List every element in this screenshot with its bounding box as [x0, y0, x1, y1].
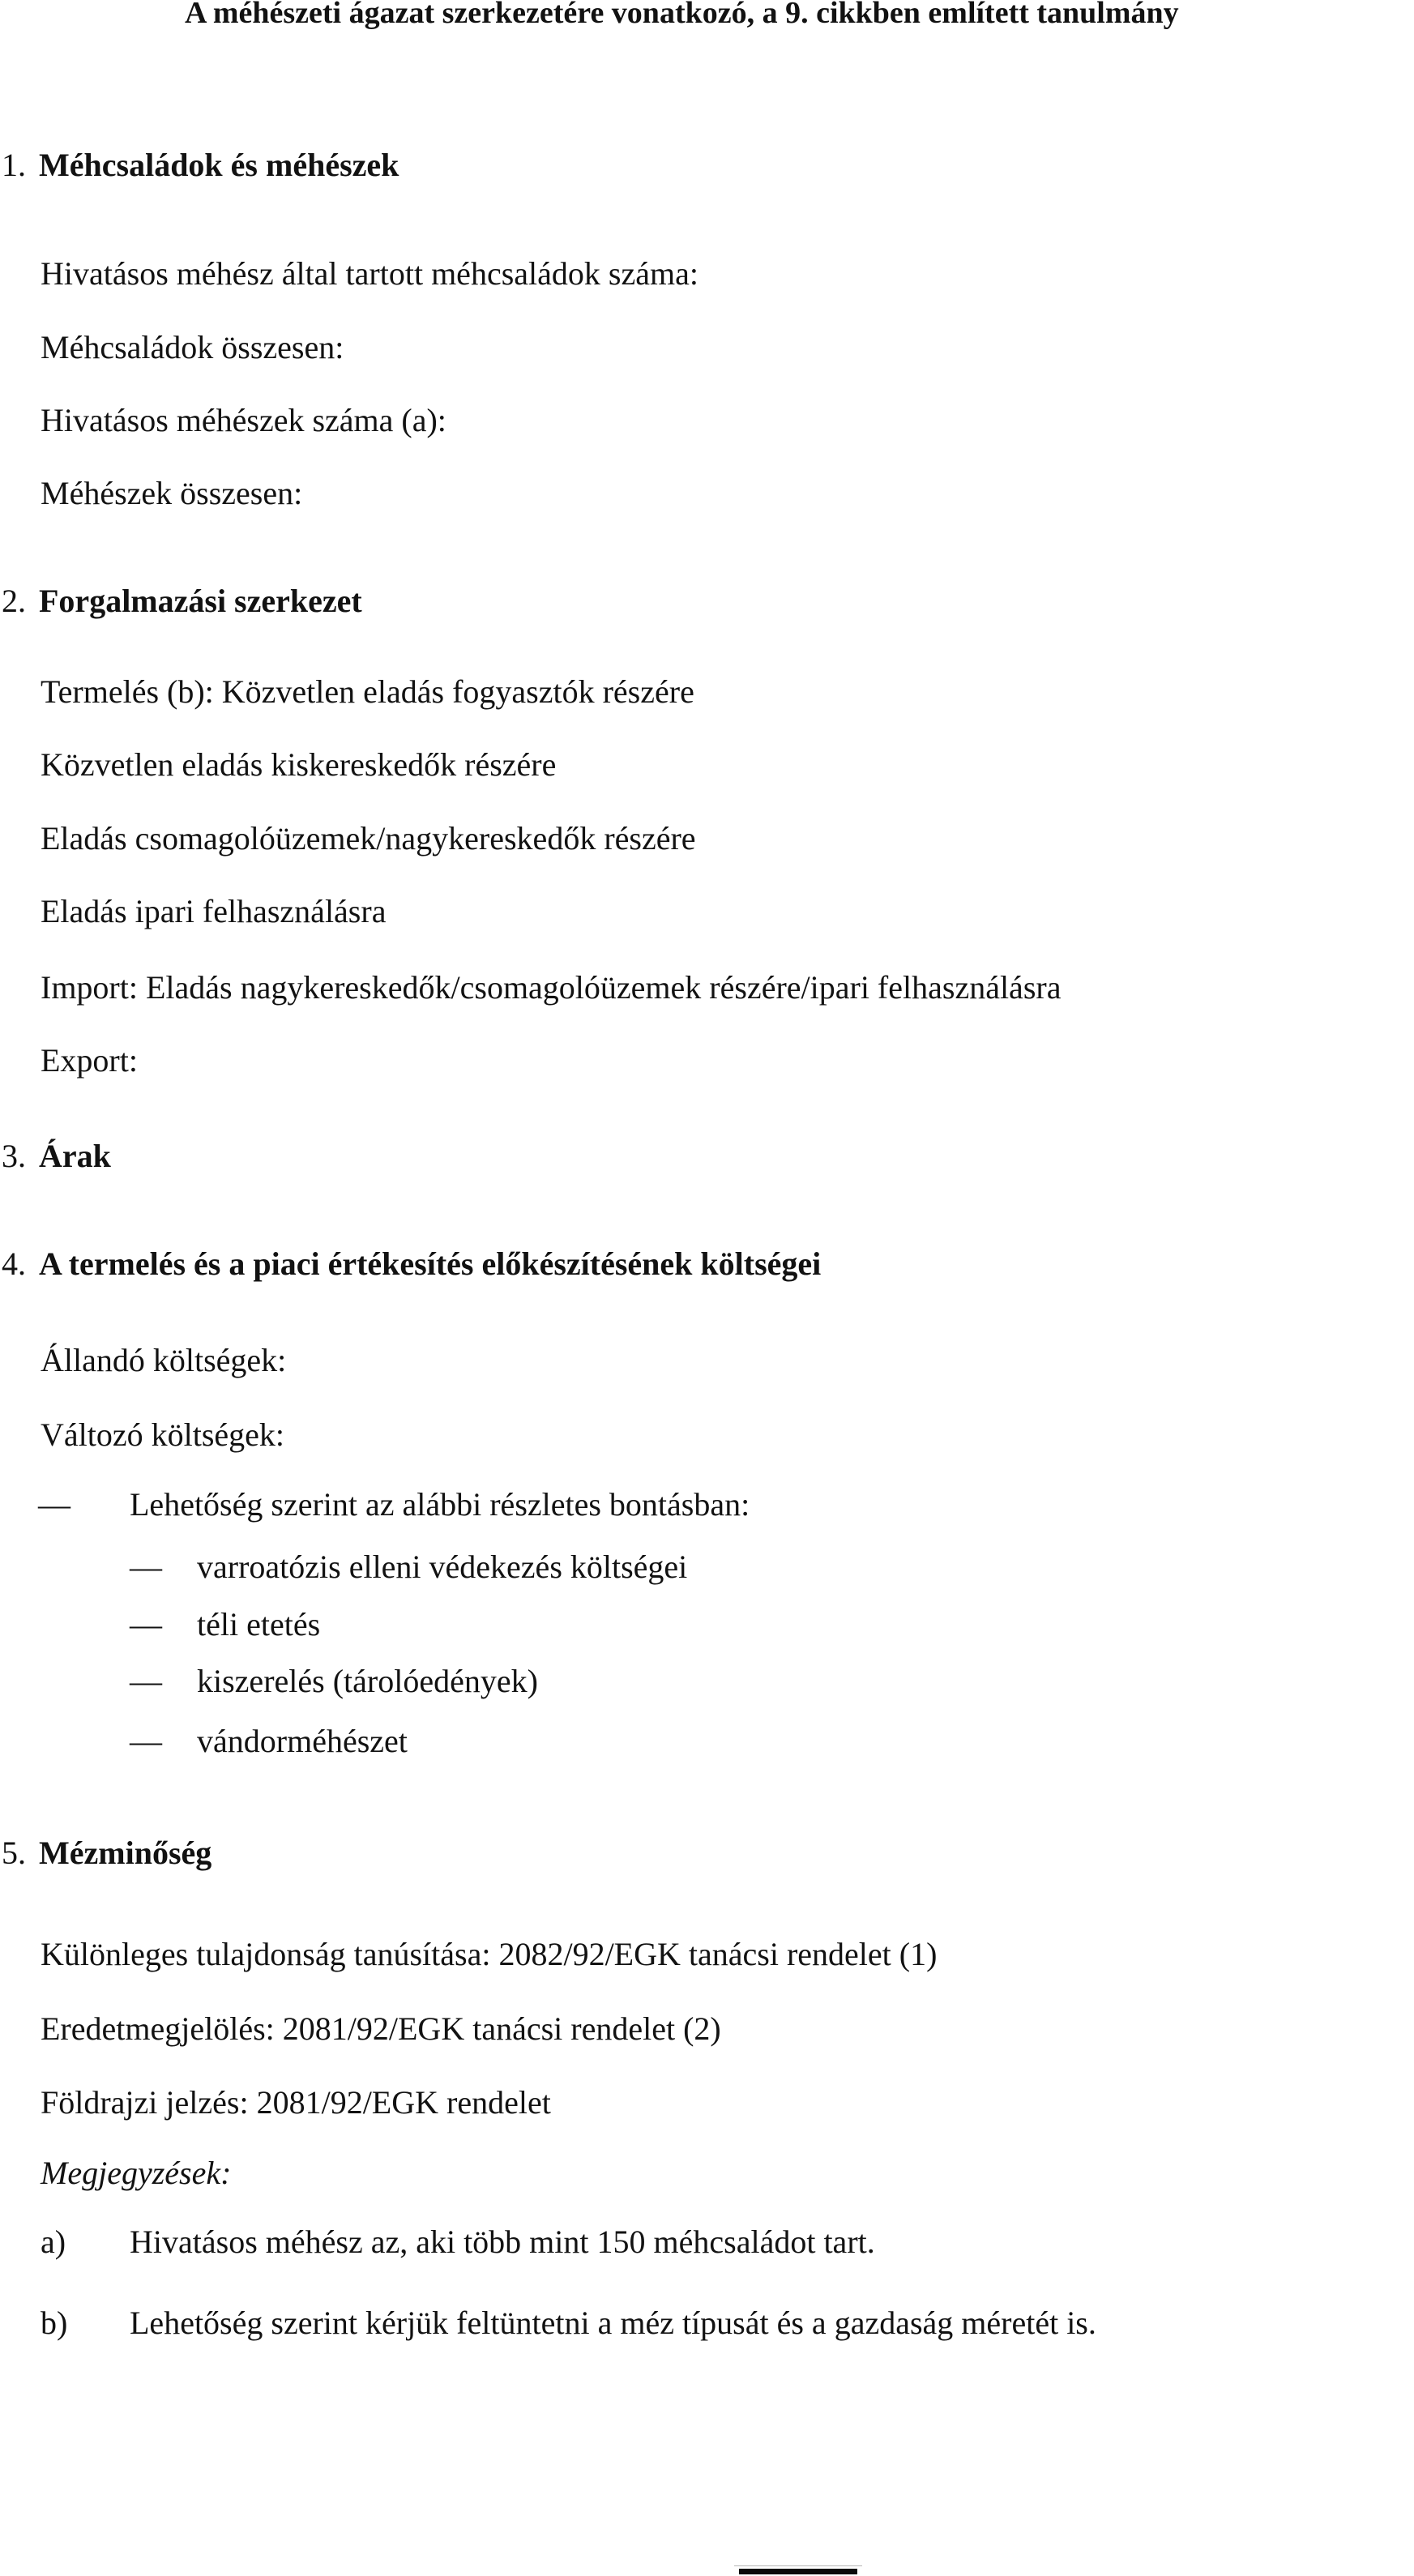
section-1-heading — [2, 147, 399, 183]
section-1-label: Méhcsaládok és méhészek — [39, 147, 399, 183]
footnote-separator-bar — [739, 2569, 857, 2574]
export-line: Export: — [41, 1042, 138, 1079]
dash-icon: — — [130, 1549, 162, 1585]
origin-designation-line: Eredetmegjelölés: 2081/92/EGK tanácsi rendelet (2) — [41, 2010, 721, 2047]
breakdown-item-varroa — [130, 1549, 687, 1585]
section-2-heading — [2, 583, 362, 619]
section-4-number: 4. — [2, 1245, 26, 1282]
breakdown-item-packaging-text: kiszerelés (tárolóedények) — [197, 1663, 538, 1699]
section-3-heading — [2, 1138, 111, 1174]
section-2-label: Forgalmazási szerkezet — [39, 583, 362, 619]
breakdown-intro-text: Lehetőség szerint az alábbi részletes bontásban: — [130, 1486, 750, 1523]
colonies-professional-line: Hivatásos méhész által tartott méhcsaládok száma: — [41, 255, 698, 292]
breakdown-item-migratory — [130, 1724, 408, 1759]
direct-retailers-line: Közvetlen eladás kiskereskedők részére — [41, 746, 557, 783]
geographical-indication-line: Földrajzi jelzés: 2081/92/EGK rendelet — [41, 2084, 551, 2121]
section-3-label: Árak — [39, 1138, 111, 1174]
dash-icon: — — [130, 1663, 162, 1699]
beekeepers-total-line: Méhészek összesen: — [41, 475, 303, 511]
note-a — [41, 2224, 875, 2260]
notes-heading: Megjegyzések: — [41, 2155, 232, 2191]
document-title: A méhészeti ágazat szerkezetére vonatkozó, a 9. cikkben említett tanulmány — [185, 0, 1179, 30]
note-b-text: Lehetőség szerint kérjük feltüntetni a méz típusát és a gazdaság méretét is. — [130, 2305, 1096, 2341]
section-5-label: Mézminőség — [39, 1835, 212, 1871]
dash-icon: — — [130, 1606, 162, 1643]
breakdown-item-winter-feeding-text: téli etetés — [197, 1606, 321, 1643]
section-3-number: 3. — [2, 1138, 26, 1174]
special-property-line: Különleges tulajdonság tanúsítása: 2082/92/EGK tanácsi rendelet (1) — [41, 1936, 938, 1972]
note-b — [41, 2305, 1096, 2341]
dash-icon: — — [38, 1486, 70, 1523]
variable-costs-line: Változó költségek: — [41, 1416, 285, 1453]
breakdown-intro-item — [38, 1487, 750, 1523]
beekeepers-professional-line: Hivatásos méhészek száma (a): — [41, 402, 446, 438]
dash-icon: — — [130, 1723, 162, 1759]
production-direct-consumers-line: Termelés (b): Közvetlen eladás fogyasztók részére — [41, 673, 694, 710]
fixed-costs-line: Állandó költségek: — [41, 1342, 287, 1378]
section-5-heading — [2, 1835, 211, 1871]
breakdown-item-packaging — [130, 1664, 538, 1699]
sale-packers-wholesalers-line: Eladás csomagolóüzemek/nagykereskedők részére — [41, 820, 696, 857]
note-a-marker: a) — [41, 2224, 66, 2260]
note-a-text: Hivatásos méhész az, aki több mint 150 méhcsaládot tart. — [130, 2224, 875, 2260]
footnote-separator-hairline — [734, 2565, 862, 2566]
section-1-number: 1. — [2, 147, 26, 183]
section-5-number: 5. — [2, 1835, 26, 1871]
note-b-marker: b) — [41, 2305, 68, 2341]
sale-industrial-line: Eladás ipari felhasználásra — [41, 893, 387, 929]
section-4-label: A termelés és a piaci értékesítés előkészítésének költségei — [39, 1245, 822, 1282]
section-4-heading — [2, 1246, 821, 1282]
breakdown-item-varroa-text: varroatózis elleni védekezés költségei — [197, 1549, 688, 1585]
import-line: Import: Eladás nagykereskedők/csomagolóüzemek részére/ipari felhasználásra — [41, 969, 1062, 1006]
colonies-total-line: Méhcsaládok összesen: — [41, 329, 344, 365]
breakdown-item-winter-feeding — [130, 1607, 320, 1643]
section-2-number: 2. — [2, 583, 26, 619]
breakdown-item-migratory-text: vándorméhészet — [197, 1723, 408, 1759]
